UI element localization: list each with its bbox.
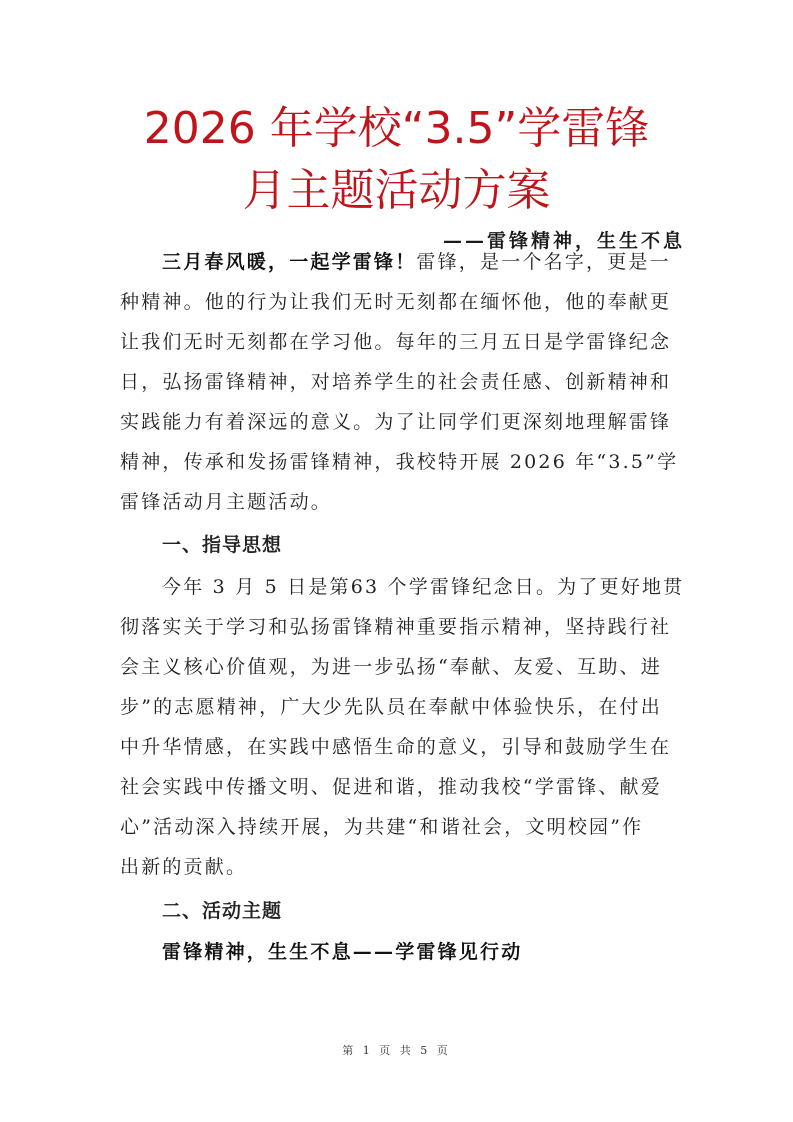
intro-line-5: 精神，传承和发扬雷锋精神，我校特开展 2026 年“3.5”学	[120, 451, 679, 473]
intro-lead: 三月春风暖，一起学雷锋！	[162, 251, 417, 273]
section1-line-7: 出新的贡献。	[120, 856, 248, 878]
intro-line-0	[162, 242, 671, 282]
intro-line-2: 让我们无时无刻都在学习他。每年的三月五日是学雷锋纪念	[120, 331, 672, 353]
section1-line-5: 社会实践中传播文明、促进和谐，推动我校“学雷锋、献爱	[120, 776, 662, 798]
section-heading-activity-theme: 二、活动主题	[162, 900, 283, 922]
title-line-1: 2026 年学校“3.5”学雷锋	[143, 103, 650, 154]
section1-line-2: 会主义核心价值观，为进一步弘扬“奉献、友爱、互助、进	[120, 656, 662, 678]
section1-line-4: 中升华情感，在实践中感悟生命的意义，引导和鼓励学生在	[120, 736, 672, 758]
activity-theme-text: 雷锋精神，生生不息——学雷锋见行动	[162, 941, 523, 963]
page-footer: 第 1 页 共 5 页	[342, 1044, 451, 1057]
intro-line-text: 雷锋，是一个名字，更是一	[416, 251, 671, 273]
intro-line-6: 雷锋活动月主题活动。	[120, 491, 333, 513]
section-heading-guiding-ideology: 一、指导思想	[162, 534, 283, 556]
section1-line-3: 步”的志愿精神，广大少先队员在奉献中体验快乐，在付出	[120, 696, 662, 718]
section1-line-1: 彻落实关于学习和弘扬雷锋精神重要指示精神，坚持践行社	[120, 616, 672, 638]
section1-line-0: 今年 3 月 5 日是第63 个学雷锋纪念日。为了更好地贯	[162, 576, 685, 598]
section1-line-6: 心”活动深入持续开展，为共建“和谐社会，文明校园”作	[120, 816, 644, 838]
intro-line-4: 实践能力有着深远的意义。为了让同学们更深刻地理解雷锋	[120, 411, 672, 433]
subtitle: ——雷锋精神，生生不息	[442, 230, 685, 252]
intro-line-1: 种精神。他的行为让我们无时无刻都在缅怀他，他的奉献更	[120, 291, 672, 313]
title-line-2: 月主题活动方案	[242, 165, 551, 216]
intro-line-3: 日，弘扬雷锋精神，对培养学生的社会责任感、创新精神和	[120, 371, 672, 393]
